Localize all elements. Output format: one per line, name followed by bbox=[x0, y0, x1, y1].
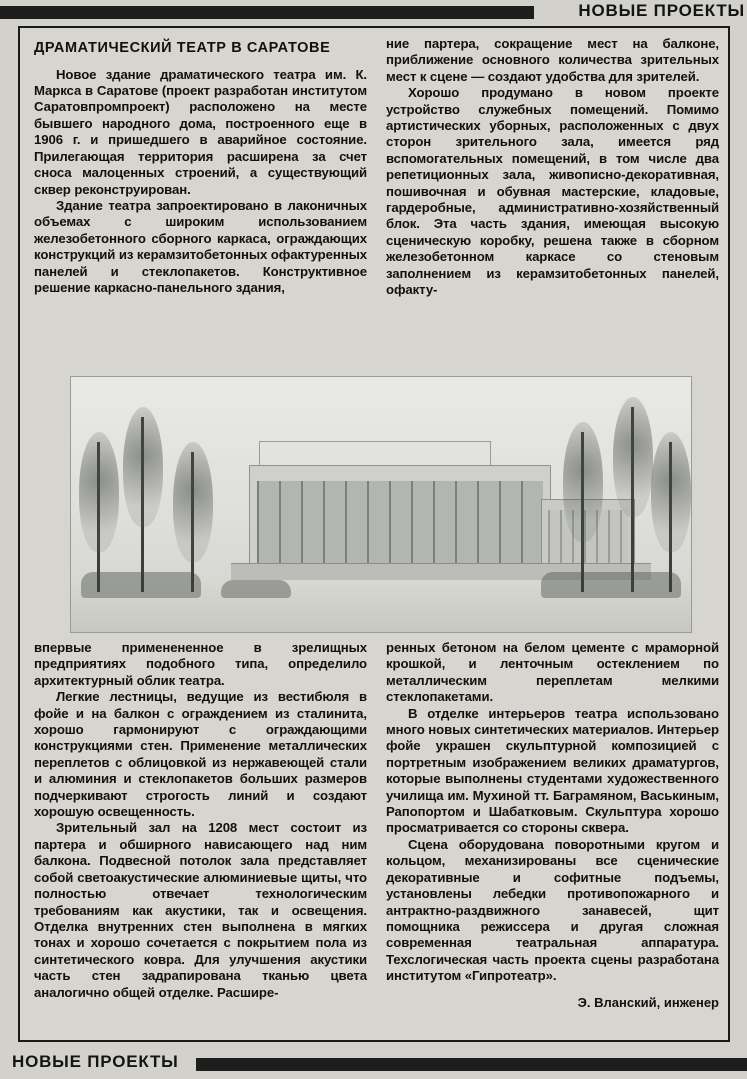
article-signature bbox=[386, 995, 719, 1010]
bottom-running-head-band bbox=[0, 1052, 747, 1079]
paragraph: Зрительный зал на 1208 мест состоит из партера и обширного нависающего над ним балкона. Подвесной потолок зала представляет собой светоакустические алюминиевые щиты, что полностью отвечает технологическим требованиям как акустики, так и освещения. Отделка внутренних стен выполнена в мягких тонах и хорошо сочетается с покрытием пола из синтетического ковра. Для улучшения акустики часть стен задрапирована тканью цвета аналогично общей отделке. Расшире- bbox=[34, 820, 367, 1000]
photo-tree bbox=[669, 442, 672, 592]
article-inner bbox=[28, 36, 722, 1034]
right-column-lower bbox=[386, 640, 719, 1010]
right-column-upper bbox=[386, 36, 719, 366]
photo-shrub bbox=[541, 572, 681, 598]
signature-name: Э. Вланский, bbox=[577, 994, 661, 1010]
left-column-lower bbox=[34, 640, 367, 1001]
signature-role: инженер bbox=[663, 994, 719, 1010]
paragraph: Новое здание драматического театра им. К. Маркса в Саратове (проект разработан институтом Саратовпромпроект) расположено на месте бывшего народного дома, построенного еще в 1906 г. и пришедшего в аварийное состояние. Прилегающая территория расширена за счет сноса малоценных строений, а существующий сквер реконструирован. bbox=[34, 66, 367, 197]
paragraph: Здание театра запроектировано в лаконичных объемах с широким использованием железобетонного сборного каркаса, ограждающих конструкций из керамзитобетонных офактуренных панелей и стеклопакетов. Конструктивное решение каркасно-панельного здания, bbox=[34, 197, 368, 295]
photo-tree bbox=[97, 442, 100, 592]
paragraph: ренных бетоном на белом цементе с мраморной крошкой, и ленточным остеклением по металлическим переплетам мелкими стеклопакетами. bbox=[386, 640, 719, 705]
top-running-head-band bbox=[0, 0, 747, 26]
bottom-rule bbox=[196, 1058, 747, 1071]
photo-tree bbox=[581, 432, 584, 592]
bottom-running-head: НОВЫЕ ПРОЕКТЫ bbox=[12, 1052, 179, 1071]
photo-tree bbox=[191, 452, 194, 592]
top-rule bbox=[0, 6, 534, 19]
theatre-photo bbox=[70, 376, 692, 633]
page-title: ДРАМАТИЧЕСКИЙ ТЕАТР В САРАТОВЕ bbox=[34, 40, 331, 56]
photo-tree bbox=[141, 417, 144, 592]
paragraph: Легкие лестницы, ведущие из вестибюля в фойе и на балкон с ограждением из сталинита, хорошо гармонируют с ограждающими конструкциями стен. Применение металлических переплетов с облицовкой из нержавеющей стали и алюминия и стеклопакетов больших размеров подчеркивают строгость линий и создают хорошую освещенность. bbox=[34, 689, 367, 820]
left-column-upper bbox=[34, 36, 367, 366]
photo-shrub bbox=[221, 580, 291, 598]
photo-tree bbox=[631, 407, 634, 592]
top-running-head: НОВЫЕ ПРОЕКТЫ bbox=[578, 1, 745, 20]
paragraph: Хорошо продумано в новом проекте устройство служебных помещений. Помимо артистических уборных, расположенных с двух сторон зрительного зала, имеется ряд вспомогательных помещений, в том числе два репетиционных зала, живописно-декоративная, пошивочная и обувная мастерские, кладовые, гардеробные, административно-хозяйственный блок. Эта часть здания, имеющая высокую сценическую коробку, решена также в сборном железобетонном каркасе со стеновым заполнением из керамзитобетонных панелей, офакту- bbox=[386, 85, 719, 298]
paragraph: В отделке интерьеров театра использовано много новых синтетических материалов. Интерьер фойе украшен скульптурной композицией с портретным изображением великих драматургов, которые выполнены студентами художественного училища им. Мухиной тт. Баграмяном, Васькиным, Рапопортом и Шабатковым. Скульптура хорошо просматривается со стороны сквера. bbox=[386, 705, 719, 836]
article-frame bbox=[18, 26, 730, 1042]
photo-glass-facade bbox=[257, 481, 543, 563]
paragraph: ние партера, сокращение мест на балконе, приближение основного количества зрительных мест к сцене — создают удобства для зрителей. bbox=[386, 36, 719, 84]
paragraph: впервые применененное в зрелищных предприятиях подобного типа, определило архитектурный облик театра. bbox=[34, 640, 367, 688]
paragraph: Сцена оборудована поворотными кругом и кольцом, механизированы все сценические декоративные и софитные подъемы, установлены лебедки противопожарного и антрактно-раздвижного занавесей, щит помощника режиссера и другая сложная современная театральная аппаратура. Техслогическая часть проекта сцены разработана институтом «Гипротеатр». bbox=[386, 836, 719, 984]
